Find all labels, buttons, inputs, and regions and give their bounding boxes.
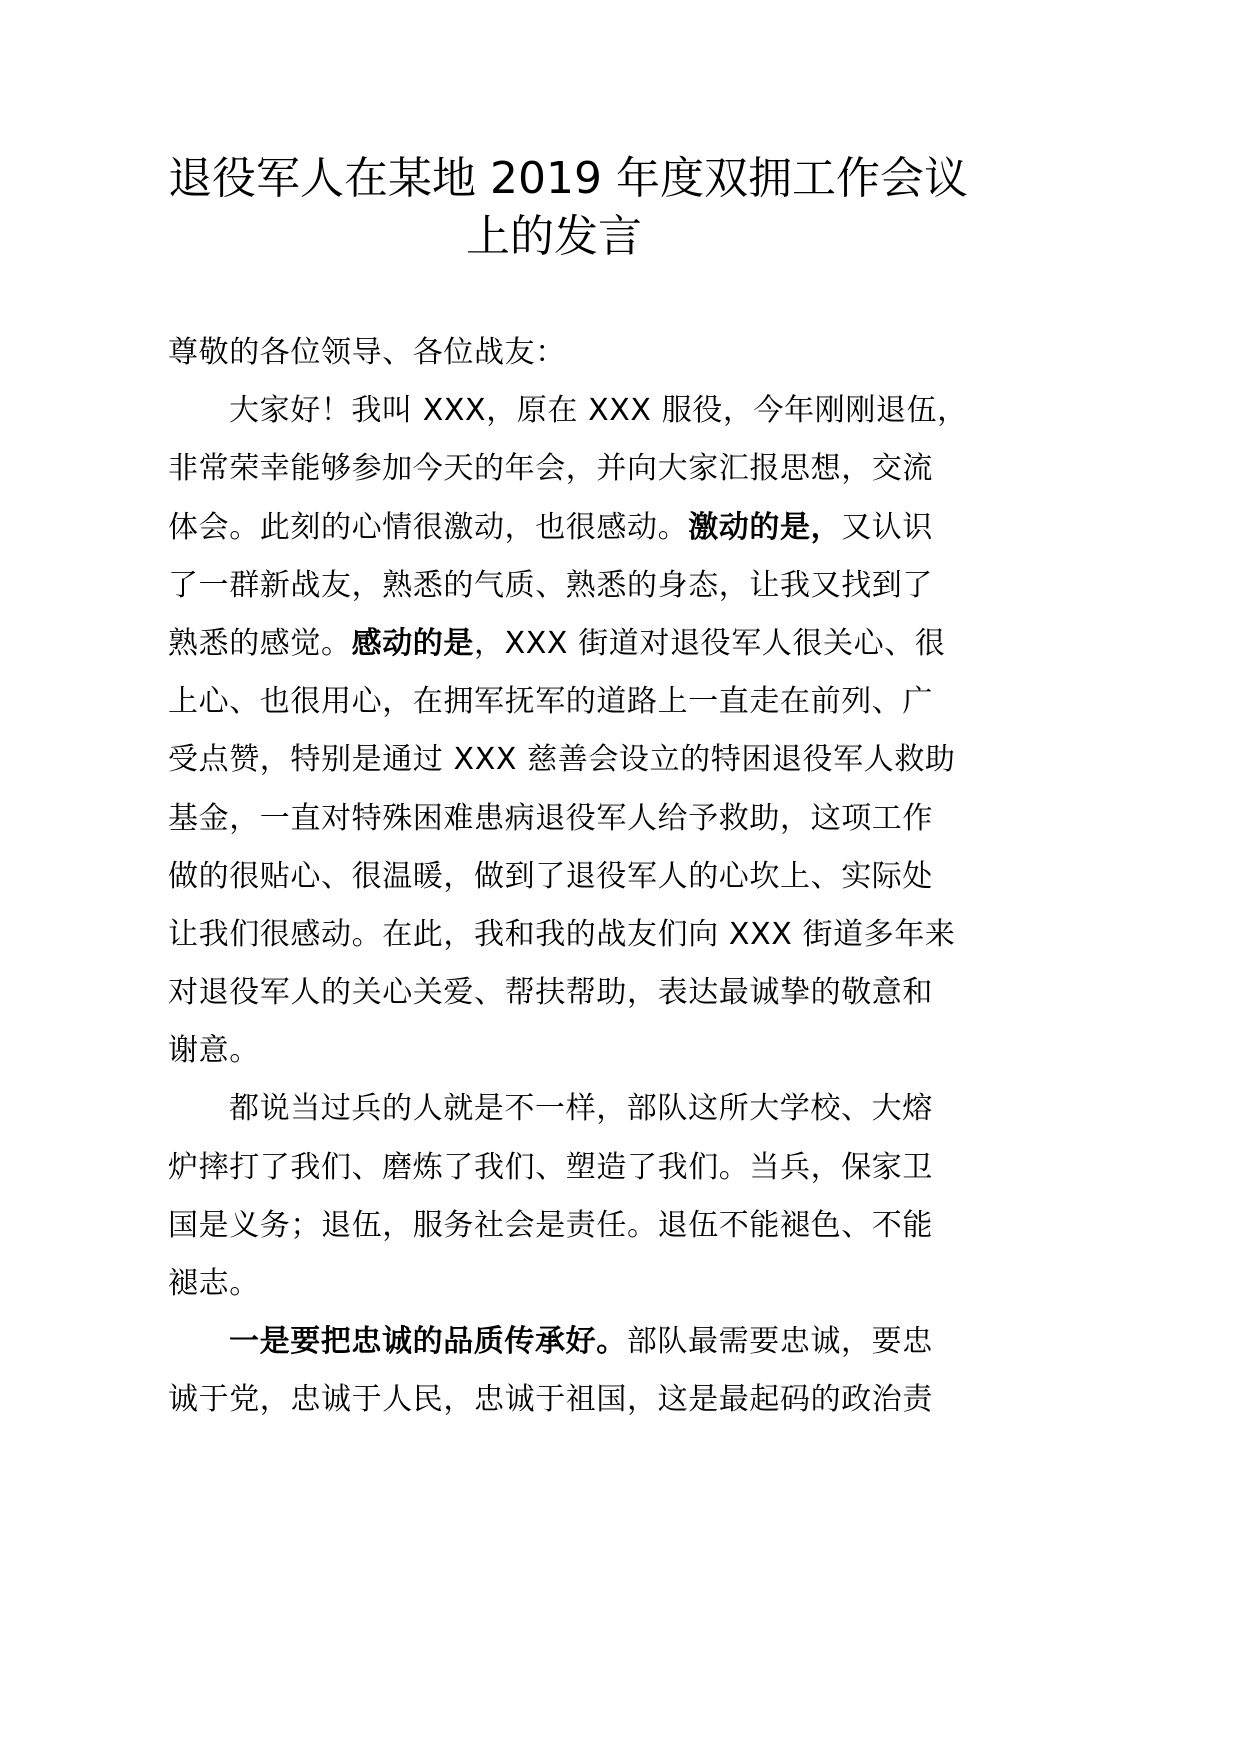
text-line: 非常荣幸能够参加今天的年会，并向大家汇报思想，交流 — [168, 451, 933, 487]
text-run: ，XXX 街道对退役军人很关心、很 — [474, 625, 946, 661]
text-line: 诚于党，忠诚于人民，忠诚于祖国，这是最起码的政治责 — [168, 1382, 933, 1418]
text-run: 体会。此刻的心情很激动，也很感动。 — [168, 509, 689, 545]
text-line: 对退役军人的关心关爱、帮扶帮助，表达最诚挚的敬意和 — [168, 975, 933, 1011]
text-line: 谢意。 — [168, 1033, 260, 1069]
salutation: 尊敬的各位领导、各位战友： — [168, 335, 566, 370]
text-line: 都说当过兵的人就是不一样，部队这所大学校、大熔 — [229, 1091, 933, 1127]
document-title — [168, 150, 968, 266]
bold-heading-loyalty: 一是要把忠诚的品质传承好。 — [229, 1324, 627, 1360]
text-run: 又认识 — [841, 509, 934, 545]
document-body — [168, 324, 968, 1430]
text-line: 受点赞，特别是通过 XXX 慈善会设立的特困退役军人救助 — [168, 742, 956, 778]
text-line: 做的很贴心、很温暖，做到了退役军人的心坎上、实际处 — [168, 858, 933, 894]
text-line: 了一群新战友，熟悉的气质、熟悉的身态，让我又找到了 — [168, 567, 933, 603]
text-line: 国是义务；退伍，服务社会是责任。退伍不能褪色、不能 — [168, 1207, 933, 1243]
bold-phrase-excited: 激动的是， — [688, 509, 842, 545]
bold-phrase-moved: 感动的是 — [351, 625, 475, 661]
text-line: 上心、也很用心，在拥军抚军的道路上一直走在前列、广 — [168, 684, 933, 720]
text-line — [168, 499, 958, 557]
paragraph-soldiers — [168, 1080, 958, 1313]
text-line: 炉摔打了我们、磨炼了我们、塑造了我们。当兵，保家卫 — [168, 1149, 933, 1185]
title-line-1: 退役军人在某地 2019 年度双拥工作会议 — [168, 153, 968, 204]
text-line — [168, 615, 958, 673]
paragraph-greeting — [168, 382, 968, 1080]
text-run: 部队最需要忠诚，要忠 — [626, 1324, 933, 1360]
text-line: 大家好！我叫 XXX，原在 XXX 服役，今年刚刚退伍， — [229, 393, 968, 429]
text-line: 褪志。 — [168, 1266, 260, 1301]
paragraph-loyalty — [168, 1313, 958, 1429]
text-line: 让我们很感动。在此，我和我的战友们向 XXX 街道多年来 — [168, 916, 956, 952]
text-line: 基金，一直对特殊困难患病退役军人给予救助，这项工作 — [168, 800, 933, 836]
text-line — [168, 1313, 958, 1371]
text-run: 熟悉的感觉。 — [168, 625, 352, 661]
title-line-2: 上的发言 — [466, 211, 642, 262]
